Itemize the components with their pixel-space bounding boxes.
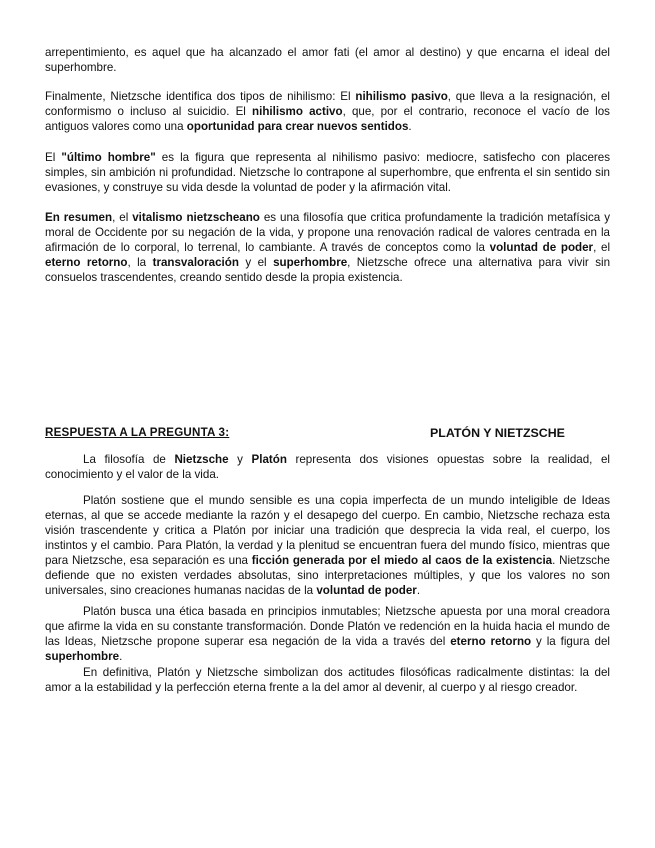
bold-term: transvaloración xyxy=(152,256,239,269)
text-span: y xyxy=(228,453,252,466)
bold-term: En resumen xyxy=(45,211,113,224)
text-span: es una filosofía que critica profundamente la tradición metafísica y moral de Occidente por su negación de la vida, y propone una renovación radical de valores centrada en la afirmación de lo corporal, lo terrenal, lo cambiante. A través de conceptos como la xyxy=(45,211,610,254)
paragraph-amor-fati xyxy=(45,45,610,75)
bold-term: ficción generada por el miedo al caos de la existencia xyxy=(251,554,553,567)
text-span: . xyxy=(408,120,412,133)
bold-term: eterno retorno xyxy=(450,635,532,648)
bold-term: nihilismo activo xyxy=(252,105,343,118)
text-span: y el xyxy=(238,256,274,269)
text-span: En definitiva, Platón y Nietzsche simbolizan dos actitudes filosóficas radicalmente distintas: la del amor a la estabilidad y la perfección eterna frente a la del amor al devenir, al cuerpo y al riesgo creador. xyxy=(45,666,610,694)
bold-term: Platón xyxy=(251,453,287,466)
text-span: Platón sostiene que el mundo sensible es una copia imperfecta de un mundo inteligible de Ideas eternas, al que se accede mediante la razón y el desapego del cuerpo. En cambio, Nietzsche rechaza esta visión trascendente y critica a Platón por iniciar una tradición que desprecia la vida real, el cuerpo, los instintos y el cambio. Para Platón, la verdad y la plenitud se encuentran fuera del mundo físico, mientras que para Nietzsche, esa separación es una xyxy=(45,494,610,567)
bold-term: voluntad de poder xyxy=(316,584,417,597)
text-span: Platón busca una ética basada en principios inmutables; Nietzsche apuesta por una moral creadora que afirme la vida en su constante transformación. Donde Platón ve redención en la huida hacia el mundo de las Ideas, Nietzsche propone superar esa negación de la vida a través del xyxy=(45,605,610,648)
text-span: , que lleva a la resignación, el conformismo o incluso al suicidio. El xyxy=(45,90,611,118)
bold-term: vitalismo nietzscheano xyxy=(132,211,260,224)
bold-term: voluntad de poder xyxy=(489,241,594,254)
paragraph-en-definitiva xyxy=(45,665,610,695)
text-span: , el xyxy=(112,211,133,224)
text-span: y la figura del xyxy=(531,635,610,648)
bold-term: eterno retorno xyxy=(45,256,128,269)
text-span: , que, por el contrario, reconoce el vacío de los antiguos valores como una xyxy=(45,105,610,133)
bold-term: "último hombre" xyxy=(61,151,156,164)
text-span: . xyxy=(416,584,421,597)
paragraph-mundo-sensible xyxy=(45,493,610,598)
text-span: El xyxy=(45,151,62,164)
text-span: , el xyxy=(593,241,611,254)
bold-term: nihilismo pasivo xyxy=(355,90,448,103)
text-span: . xyxy=(119,650,123,663)
section-heading-right: PLATÓN Y NIETZSCHE xyxy=(430,426,565,440)
paragraph-intro-platon-nietzsche xyxy=(45,452,610,482)
paragraph-etica xyxy=(45,604,610,664)
paragraph-ultimo-hombre xyxy=(45,150,610,195)
paragraph-nihilismo xyxy=(45,89,610,134)
bold-term: superhombre xyxy=(273,256,348,269)
text-span: , Nietzsche ofrece una alternativa para vivir sin consuelos trascendentes, creando sentido desde la propia existencia. xyxy=(45,256,611,284)
text-span: representa dos visiones opuestas sobre la realidad, el conocimiento y el valor de la vida. xyxy=(45,453,610,481)
text-span: La filosofía de xyxy=(83,453,175,466)
bold-term: superhombre xyxy=(45,650,120,663)
text-span: , la xyxy=(127,256,153,269)
section-heading-left: RESPUESTA A LA PREGUNTA 3: xyxy=(45,426,230,439)
paragraph-en-resumen xyxy=(45,210,610,285)
bold-term: Nietzsche xyxy=(174,453,229,466)
text-span: arrepentimiento, es aquel que ha alcanzado el amor fati (el amor al destino) y que encarna el ideal del superhombre. xyxy=(45,46,610,74)
text-span: . Nietzsche defiende que no existen verdades absolutas, sino interpretaciones múltiples, y que los valores no son universales, sino creaciones humanas nacidas de la xyxy=(45,554,611,597)
bold-term: oportunidad para crear nuevos sentidos xyxy=(186,120,409,133)
text-span: es la figura que representa al nihilismo pasivo: mediocre, satisfecho con placeres simples, sin ambición ni profundidad. Nietzsche lo contrapone al superhombre, que enfrenta el sin sentido sin evasiones, y construye su vida desde la voluntad de poder y la afirmación vital. xyxy=(45,151,611,194)
text-span: Finalmente, Nietzsche identifica dos tipos de nihilismo: El xyxy=(45,90,356,103)
